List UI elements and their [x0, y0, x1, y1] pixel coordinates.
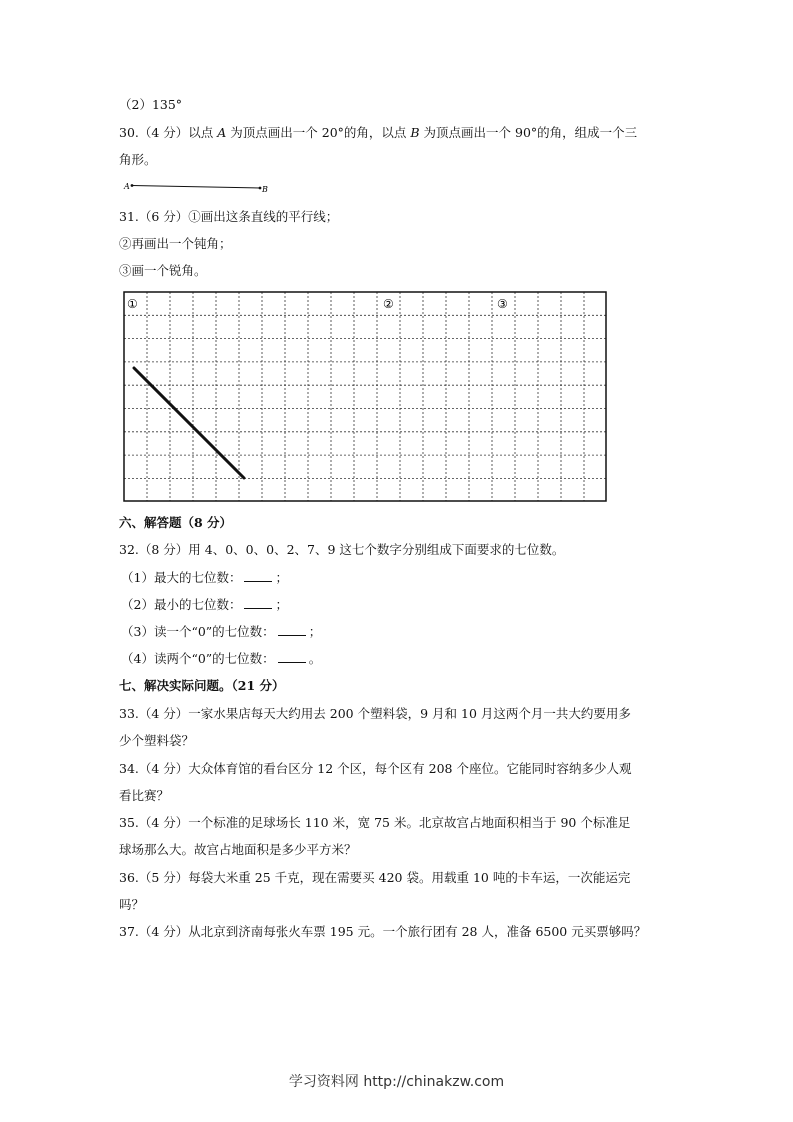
q32-part1-end: ；	[275, 570, 288, 585]
given-straight-line	[134, 368, 244, 478]
q30-line1	[119, 124, 637, 142]
q35-line1: 35.（4 分）一个标准的足球场长 110 米，宽 75 米。北京故宫占地面积相当于 90 个标准足	[119, 815, 631, 830]
q30-text-b: 为顶点画出一个 20°的角，以点	[226, 125, 411, 140]
q32-part1	[121, 569, 288, 587]
q32-part2	[121, 596, 288, 614]
grid-border	[124, 292, 606, 501]
q33-line2: 少个塑料袋？	[119, 733, 195, 748]
q36-line1: 36.（5 分）每袋大米重 25 千克，现在需要买 420 袋。用载重 10 吨的卡车运，一次能运完	[119, 870, 631, 885]
q32-part3-label: （3）读一个“0”的七位数：	[121, 624, 275, 639]
q32-stem: 32.（8 分）用 4、0、0、0、2、7、9 这七个数字分别组成下面要求的七位数。	[119, 542, 565, 557]
answer-blank-1[interactable]	[244, 569, 272, 582]
q37-line: 37.（4 分）从北京到济南每张火车票 195 元。一个旅行团有 28 人，准备 6500 元买票够吗？	[119, 924, 647, 939]
grid-svg[interactable]	[123, 291, 608, 503]
q32-part4-label: （4）读两个“0”的七位数：	[121, 651, 275, 666]
label-a: A	[124, 182, 130, 191]
drawing-grid[interactable]	[123, 291, 608, 507]
q36-line2: 吗？	[119, 897, 145, 912]
section-7-heading: 七、解决实际问题。（21 分）	[119, 678, 285, 693]
q31-line2: ②再画出一个钝角；	[119, 236, 232, 251]
footer-watermark: 学习资料网 http://chinakzw.com	[288, 1074, 505, 1090]
q32-part4	[121, 650, 321, 668]
answer-blank-3[interactable]	[278, 623, 306, 636]
q32-part2-label: （2）最小的七位数：	[121, 597, 242, 612]
q29-part2: （2）135°	[119, 97, 183, 112]
point-a-dot	[131, 184, 134, 187]
q30-line2: 角形。	[119, 152, 157, 167]
q30-text-a: 30.（4 分）以点	[119, 125, 218, 140]
q31-line3: ③画一个锐角。	[119, 263, 207, 278]
q35-line2: 球场那么大。故宫占地面积是多少平方米？	[119, 842, 357, 857]
q32-part3-end: ；	[308, 624, 322, 639]
q30-point-b: B	[410, 125, 420, 140]
marker-2: ②	[383, 297, 394, 311]
q33-line1: 33.（4 分）一家水果店每天大约用去 200 个塑料袋，9 月和 10 月这两个月一共大约要用多	[119, 706, 631, 721]
answer-blank-2[interactable]	[244, 596, 272, 609]
q34-line2: 看比赛？	[119, 788, 170, 803]
answer-blank-4[interactable]	[278, 650, 306, 663]
marker-1: ①	[127, 297, 138, 311]
q32-part3	[121, 623, 321, 641]
q31-line1: 31.（6 分）①画出这条直线的平行线；	[119, 209, 339, 224]
q32-part2-end: ；	[275, 597, 288, 612]
point-b-dot	[259, 187, 262, 190]
section-6-heading: 六、解答题（8 分）	[119, 515, 233, 530]
q32-part1-label: （1）最大的七位数：	[121, 570, 242, 585]
q30-text-c: 为顶点画出一个 90°的角，组成一个三	[419, 125, 638, 140]
label-b: B	[262, 185, 268, 194]
segment-ab-figure	[123, 180, 273, 194]
marker-3: ③	[497, 297, 508, 311]
segment-ab	[132, 186, 260, 189]
q30-point-a: A	[217, 125, 227, 140]
q34-line1: 34.（4 分）大众体育馆的看台区分 12 个区，每个区有 208 个座位。它能同时容纳多少人观	[119, 761, 632, 776]
q32-part4-end: 。	[308, 651, 322, 666]
